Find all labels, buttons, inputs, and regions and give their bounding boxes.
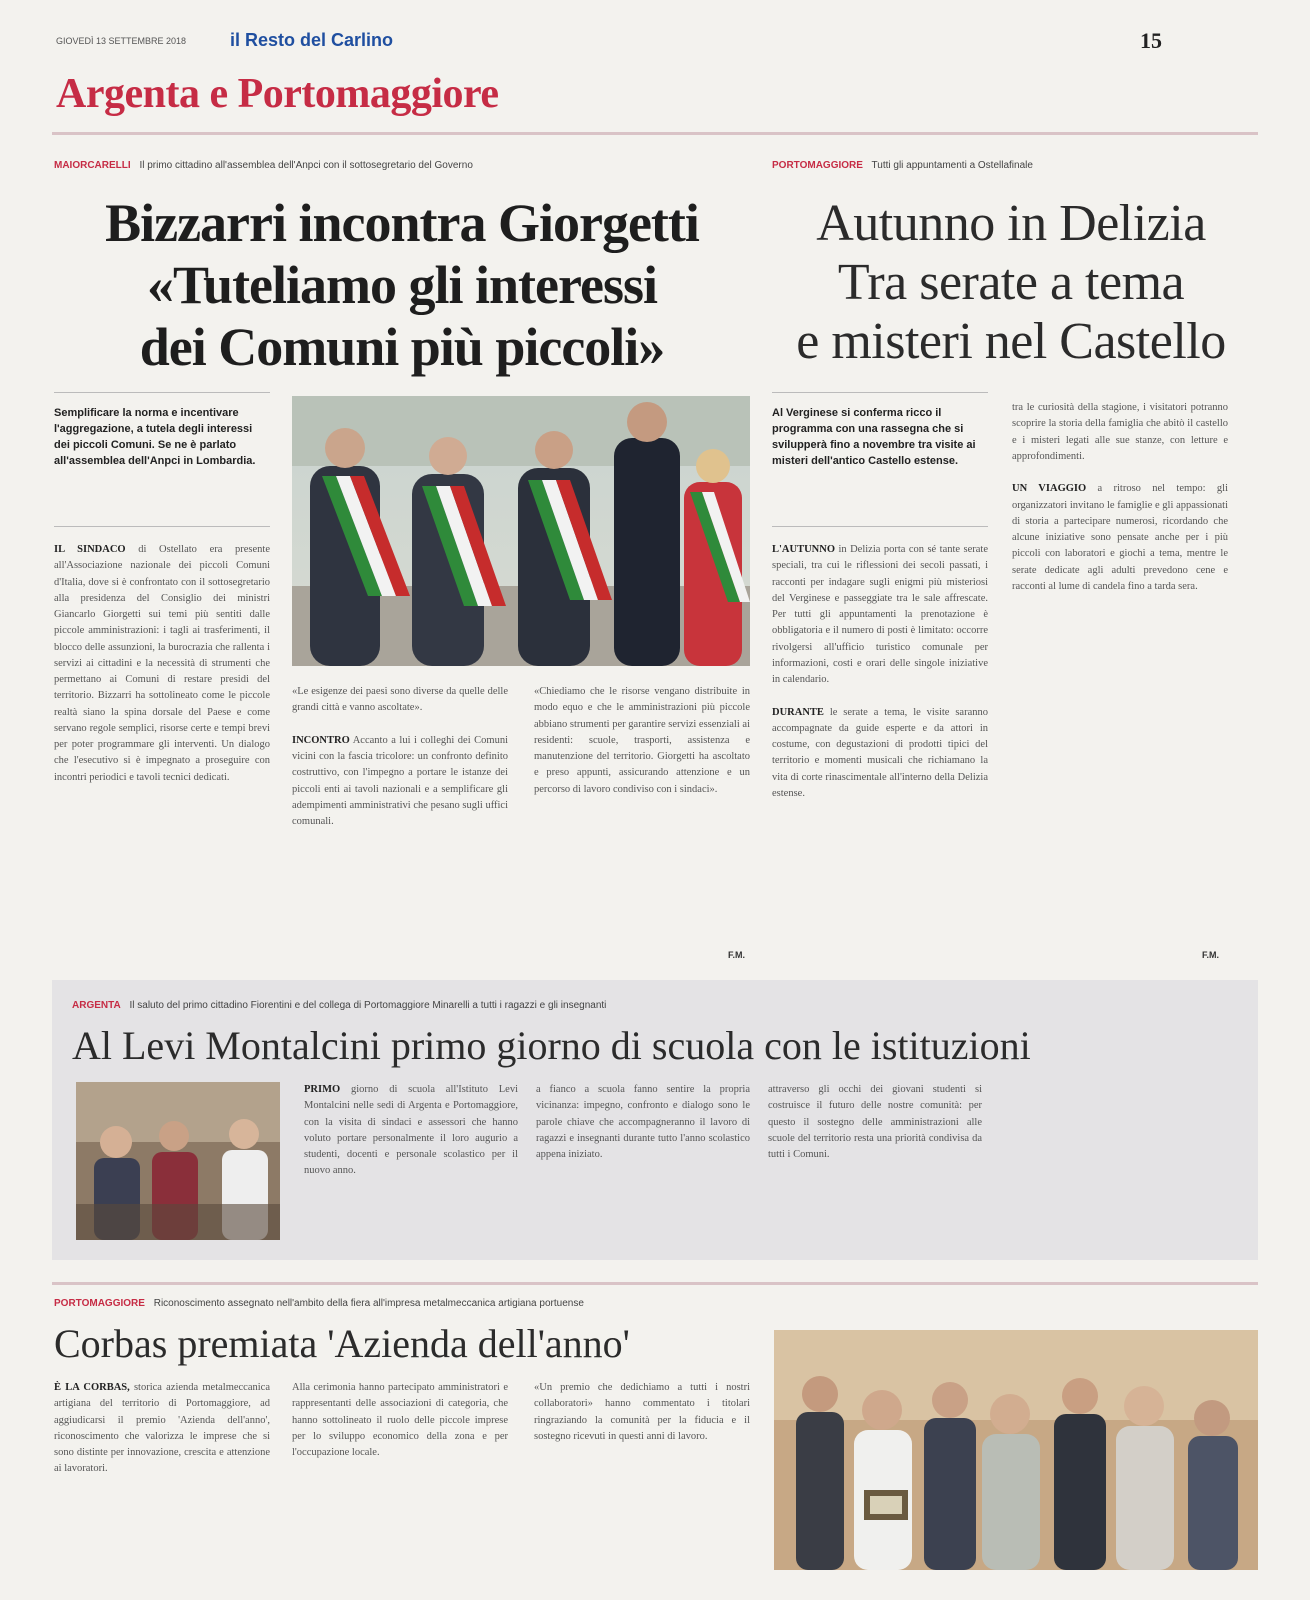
- article4-kicker-tag: PORTOMAGGIORE: [54, 1298, 145, 1309]
- article3-body3: attraverso gli occhi dei giovani studenti si costruisce il futuro delle nostre comunità: per questo il sostegno delle amministrazioni alle scuole del territorio resta una priorità condivisa da tutti i Comuni.: [768, 1084, 982, 1161]
- article4-body-col1: [54, 1380, 270, 1590]
- article2-lead: L'AUTUNNO: [772, 544, 836, 555]
- article1-headline: [52, 192, 752, 378]
- article3-body-col3: [768, 1082, 982, 1244]
- article4-body3: «Un premio che dedichiamo a tutti i nostri collaboratori» hanno commentato i titolari ringraziando la comunità per la fiducia e il sostegno ricevuti in questi anni di lavoro.: [534, 1382, 750, 1442]
- mayors-photo-illustration: [292, 396, 750, 666]
- article1-body-col2: [292, 684, 508, 962]
- article2-signature: F.M.: [1202, 950, 1219, 960]
- article3-body-col1: [304, 1082, 518, 1244]
- article1-kicker-text: Il primo cittadino all'assemblea dell'Anpci con il sottosegretario del Governo: [139, 160, 473, 171]
- newspaper-logo: il Resto del Carlino: [230, 30, 394, 50]
- article2-body2: tra le curiosità della stagione, i visitatori potranno scoprire la storia della famiglia che abitò il castello e i misteri legati alle sue stanze, con letture e approfondimenti.: [1012, 402, 1228, 462]
- article4-rule: [52, 1282, 1258, 1285]
- article3-body2: a fianco a scuola fanno sentire la propria vicinanza: impegno, confronto e dialogo sono le parole chiave che accompagneranno il lavoro di ragazzi e insegnanti durante tutto l'anno scolastico appena iniziato.: [536, 1084, 750, 1161]
- article2-body2b-lead: UN VIAGGIO: [1012, 483, 1087, 495]
- masthead: [52, 28, 1258, 54]
- article1-lead: IL SINDACO: [54, 544, 126, 555]
- article4-body-col2: [292, 1380, 508, 1590]
- article3-lead: PRIMO: [304, 1084, 341, 1095]
- article2-kicker-tag: PORTOMAGGIORE: [772, 160, 863, 171]
- article1-headline-line1: Bizzarri incontra Giorgetti: [105, 193, 699, 253]
- page-number: 15: [1140, 28, 1162, 53]
- article1-photo: [292, 396, 750, 666]
- section-rule: [52, 132, 1258, 135]
- article2-body1b-lead: DURANTE: [772, 706, 824, 718]
- article2-summary: Al Verginese si conferma ricco il programma con una rassegna che si svilupperà fino a novembre tra visite ai misteri dell'antico Castello estense.: [772, 407, 976, 467]
- article2-headline-line3: e misteri nel Castello: [796, 313, 1226, 370]
- article1-body2-lead: INCONTRO: [292, 734, 350, 746]
- article1-headline-line3: dei Comuni più piccoli»: [139, 317, 665, 377]
- article3-body-col2: [536, 1082, 750, 1244]
- article1-headline-line2: «Tuteliamo gli interessi: [146, 255, 657, 315]
- article1-kicker: [54, 160, 754, 171]
- article1-body2: «Le esigenze dei paesi sono diverse da quelle delle grandi città e vanno ascoltate».: [292, 686, 508, 714]
- article2-headline-line1: Autunno in Delizia: [816, 195, 1206, 252]
- award-photo-illustration: [774, 1330, 1258, 1570]
- article2-body1b: le serate a tema, le visite saranno accompagnate da guide esperte e da attori in costume, con degustazioni di prodotti tipici del territorio e momenti musicali che richiamano la vita di corte rinascimentale all'interno della Delizia estense.: [772, 706, 988, 799]
- article1-summary-rule-bottom: [54, 526, 270, 527]
- article4-kicker: [54, 1298, 1054, 1309]
- article3-headline: Al Levi Montalcini primo giorno di scuola con le istituzioni: [72, 1023, 1031, 1068]
- section-title: Argenta e Portomaggiore: [56, 71, 499, 117]
- article4-body-col3: [534, 1380, 750, 1590]
- article1-body-col1: [54, 542, 270, 962]
- article1-body-col3: [534, 684, 750, 946]
- article1-summary-rule: [54, 392, 270, 393]
- article2-body1: in Delizia porta con sé tante serate speciali, tra cui le riflessioni dei secoli passati, i racconti per indagare sugli enigmi più misteriosi del Verginese e passeggiate tra le sale affrescate. Per tutti gli appuntamenti la prenotazione è obbligatoria e il numero di posti è limitato: occorre rivolgersi all'ufficio turistico comunale per informazioni, costi e orari delle singole iniziative in calendario.: [772, 544, 988, 686]
- article3-kicker-text: Il saluto del primo cittadino Fiorentini e del collega di Portomaggiore Minarelli a tutti i ragazzi e gli insegnanti: [129, 1000, 607, 1011]
- article4-headline: Corbas premiata 'Azienda dell'anno': [54, 1321, 630, 1366]
- article3-body1: giorno di scuola all'Istituto Levi Montalcini nelle sedi di Argenta e Portomaggiore, con la visita di sindaci e assessori che hanno voluto portare personalmente il loro augurio a studenti, docenti e personale scolastico per il nuovo anno.: [304, 1084, 518, 1177]
- article4-body1: storica azienda metalmeccanica artigiana del territorio di Portomaggiore, ad aggiudicarsi il premio 'Azienda dell'anno', riconoscimento che valorizza le imprese che si sono distinte per innovazione, crescita e attenzione ai lavoratori.: [54, 1382, 270, 1475]
- article3-photo: [76, 1082, 280, 1240]
- article4-kicker-text: Riconoscimento assegnato nell'ambito della fiera all'impresa metalmeccanica artigiana portuense: [153, 1298, 584, 1309]
- article4-body2: Alla cerimonia hanno partecipato amministratori e rappresentanti delle associazioni di categoria, che hanno sottolineato il ruolo delle piccole imprese per lo sviluppo economico della zona e per l'occupazione locale.: [292, 1382, 508, 1459]
- article4-photo: [774, 1330, 1258, 1570]
- article2-summary-rule-bottom: [772, 526, 988, 527]
- article2-headline-line2: Tra serate a tema: [837, 254, 1185, 311]
- article1-body2b: Accanto a lui i colleghi dei Comuni vicini con la fascia tricolore: un confronto definito costruttivo, con l'impegno a portare le istanze dei piccoli enti ai tavoli nazionali e a semplificare gli adempimenti amministrativi che pesano sugli uffici comunali.: [292, 734, 508, 828]
- article1-body1: di Ostellato era presente all'Associazione nazionale dei piccoli Comuni d'Italia, dove si è confrontato con il sottosegretario alla presidenza del Consiglio dei ministri Giancarlo Giorgetti sui temi più sentiti dalle piccole amministrazioni: i tagli ai trasferimenti, il blocco delle assunzioni, la burocrazia che rallenta i servizi ai cittadini e la necessità di strumenti che permettano ai Comuni di restare presidi del territorio. Bizzarri ha sottolineato come le piccole realtà siano la spina dorsale del Paese e come servano regole semplici, risorse certe e tempi brevi per poter programmare gli interventi. Un dialogo che l'esecutivo si è impegnato a proseguire con incontri periodici e tavoli tecnici dedicati.: [54, 544, 270, 783]
- newspaper-page: [52, 20, 1258, 1600]
- article2-kicker-text: Tutti gli appuntamenti a Ostellafinale: [871, 160, 1033, 171]
- article1-kicker-tag: MAIORCARELLI: [54, 160, 131, 171]
- article2-body-col2: [1012, 400, 1228, 940]
- article1-signature: F.M.: [728, 950, 745, 960]
- article1-summary: Semplificare la norma e incentivare l'aggregazione, a tutela degli interessi dei piccoli Comuni. Se ne è parlato all'assemblea dell'Anpci in Lombardia.: [54, 407, 256, 467]
- article2-kicker: [772, 160, 1232, 171]
- article3-kicker: [72, 1000, 1242, 1011]
- school-photo-illustration: [76, 1082, 280, 1240]
- article3-kicker-tag: ARGENTA: [72, 1000, 121, 1011]
- issue-date: GIOVEDÌ 13 SETTEMBRE 2018: [56, 36, 187, 46]
- article4-lead: È LA CORBAS,: [54, 1382, 130, 1393]
- article1-body3: «Chiediamo che le risorse vengano distribuite in modo equo e che le amministrazioni più piccole abbiano strumenti per garantire servizi essenziali ai residenti: scuole, trasporti, assistenza e manutenzione del territorio. Giorgetti ha ascoltato e preso appunti, assicurando attenzione e un percorso di lavoro condiviso con i sindaci».: [534, 686, 750, 795]
- article2-body-col1: [772, 542, 988, 962]
- article2-headline: [768, 194, 1254, 371]
- article2-body2b: a ritroso nel tempo: gli organizzatori invitano le famiglie e gli appassionati di storia a partecipare numerosi, ricordando che alcune iniziative sono pensate anche per i più piccoli con laboratori e giochi a tema, mentre le serate dedicate agli adulti prevedono cene e racconti al lume di candela fino a tarda sera.: [1012, 483, 1228, 592]
- article2-summary-rule: [772, 392, 988, 393]
